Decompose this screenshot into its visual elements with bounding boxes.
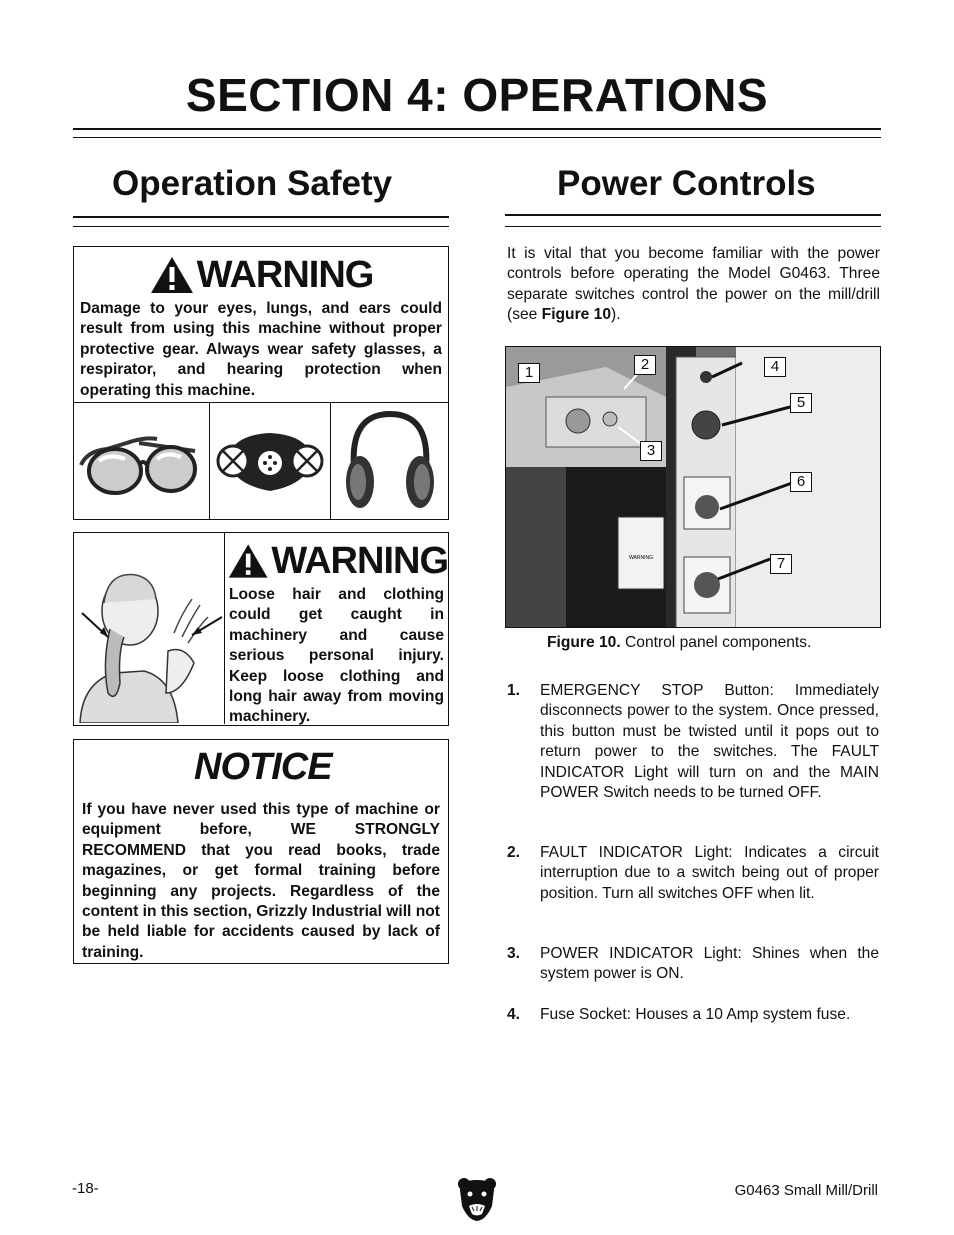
- operation-safety-heading: Operation Safety: [112, 164, 393, 203]
- warning-label: WARNING: [196, 253, 374, 296]
- power-controls-intro: It is vital that you become familiar with the power controls before operating the Model G0463. Three separate switches control the power on the mill/drill (see Figure 10).: [507, 245, 880, 324]
- respirator-cell: [210, 403, 331, 519]
- title-rule: [73, 128, 881, 130]
- hair-illustration-cell: [74, 533, 225, 724]
- list-item: [507, 681, 879, 803]
- list-text: FAULT INDICATOR Light: Indicates a circuit interruption due to a switch being out of proper position. Turn all switches OFF when lit.: [540, 844, 879, 902]
- page-number: -18-: [72, 1180, 99, 1197]
- long-hair-person-icon: [74, 533, 224, 723]
- safety-glasses-icon: [77, 421, 207, 501]
- figure-caption-label: Figure 10.: [547, 634, 621, 651]
- warning2-header: [227, 541, 448, 581]
- section-title: SECTION 4: OPERATIONS: [185, 69, 769, 121]
- warning-triangle-icon: [149, 255, 195, 295]
- power-controls-rule-thin: [505, 226, 881, 227]
- warning-triangle-icon: [227, 541, 269, 581]
- respirator-icon: [213, 421, 327, 501]
- power-controls-heading: Power Controls: [557, 164, 816, 203]
- list-item: [507, 1005, 879, 1025]
- list-text: EMERGENCY STOP Button: Immediately disconnects power to the system. Once pressed, this button must be twisted until it pops out to return power to the switches. The FAULT INDICATOR Light will turn on and the MAIN POWER Switch needs to be turned OFF.: [540, 682, 879, 802]
- list-item: [507, 944, 879, 985]
- title-rule-thin: [73, 137, 881, 138]
- control-panel-photo: [505, 346, 881, 628]
- svg-text:WARNING: WARNING: [629, 555, 653, 561]
- warning2-text-cell: [227, 533, 448, 728]
- list-text: POWER INDICATOR Light: Shines when the system power is ON.: [540, 945, 879, 983]
- list-text: Fuse Socket: Houses a 10 Amp system fuse.: [540, 1006, 851, 1023]
- callout-6: 6: [790, 472, 812, 492]
- control-panel-illustration: [506, 347, 881, 628]
- callout-1: 1: [518, 363, 540, 383]
- warning-box-ppe: [73, 246, 449, 520]
- figure-caption: [547, 634, 811, 652]
- warning-text: Damage to your eyes, lungs, and ears could result from using this machine without proper protective gear. Always wear safety glasses, a respirator, and hearing protection when operating this machine.: [80, 300, 442, 399]
- grizzly-bear-logo-icon: [456, 1176, 498, 1222]
- ppe-icons-row: [74, 402, 448, 519]
- list-item: [507, 843, 879, 904]
- callout-7: 7: [770, 554, 792, 574]
- model-name: G0463 Small Mill/Drill: [734, 1182, 878, 1199]
- list-number: 2.: [507, 844, 521, 861]
- list-number: 1.: [507, 682, 521, 699]
- ear-muffs-cell: [331, 403, 448, 519]
- power-controls-rule: [505, 214, 881, 216]
- figure-caption-text: Control panel components.: [620, 634, 812, 651]
- operation-safety-rule-thin: [73, 226, 449, 227]
- callout-3: 3: [640, 441, 662, 461]
- callout-2: 2: [634, 355, 656, 375]
- operation-safety-rule: [73, 216, 449, 218]
- notice-label: NOTICE: [194, 746, 332, 788]
- warning2-label: WARNING: [271, 539, 448, 582]
- warning2-text: Loose hair and clothing could get caught in machinery and cause serious personal injury. Keep loose clothing and long hair away from moving machinery.: [229, 586, 444, 726]
- notice-text: If you have never used this type of machine or equipment before, WE STRONGLY RECOMMEND that you read books, trade magazines, or get formal training before beginning any projects. Regardless of the content in this section, Grizzly Industrial will not be held liable for accidents caused by lack of training.: [82, 801, 440, 961]
- warning-header: [74, 255, 448, 295]
- list-number: 3.: [507, 945, 521, 962]
- figure-ref: Figure 10: [541, 306, 611, 324]
- callout-5: 5: [790, 393, 812, 413]
- callout-4: 4: [764, 357, 786, 377]
- ear-muffs-icon: [340, 406, 440, 516]
- list-number: 4.: [507, 1006, 521, 1023]
- warning-box-hair: [73, 532, 449, 726]
- safety-glasses-cell: [74, 403, 210, 519]
- notice-box: [73, 739, 449, 964]
